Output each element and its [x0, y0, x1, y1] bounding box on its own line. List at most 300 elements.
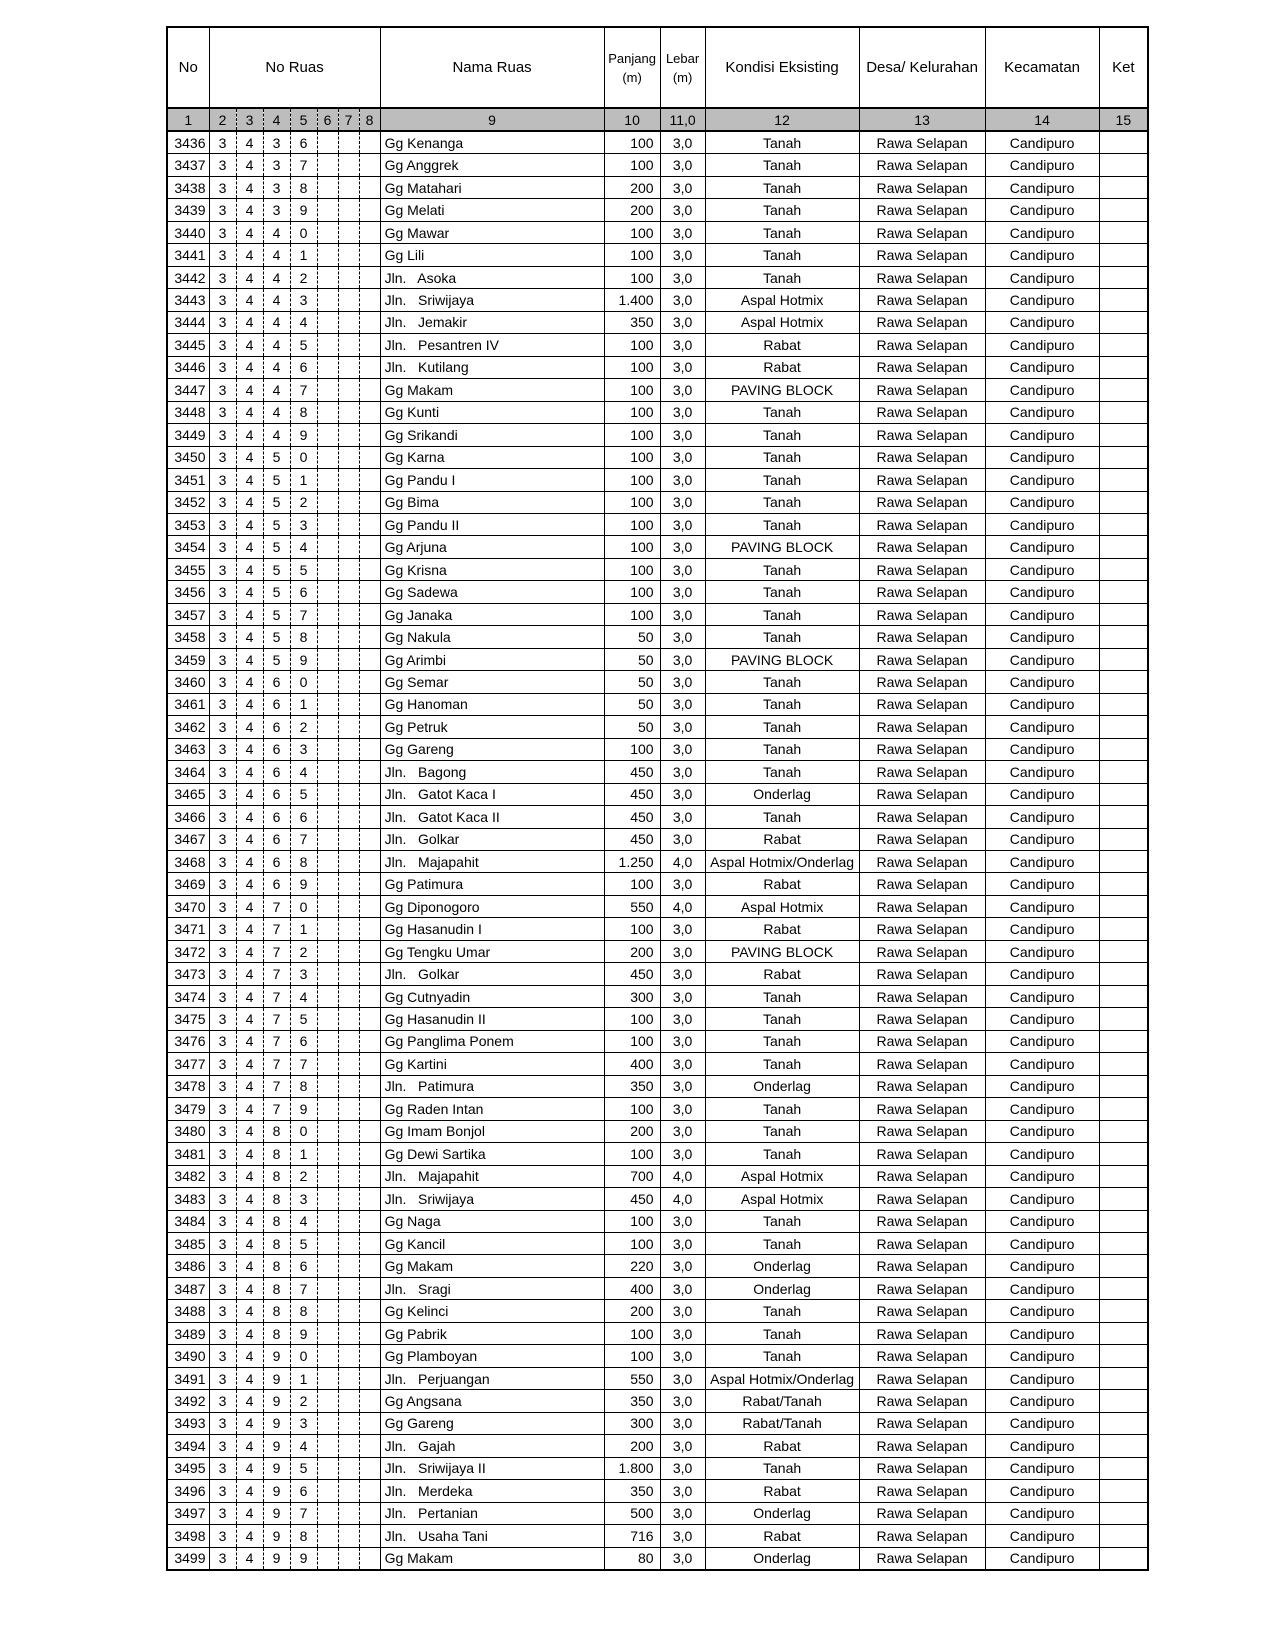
- ruas-digit: 8: [290, 851, 317, 873]
- road-village: Rawa Selapan: [859, 176, 985, 198]
- ruas-digit: 3: [209, 1367, 236, 1389]
- road-length: 50: [604, 626, 660, 648]
- road-village: Rawa Selapan: [859, 1547, 985, 1570]
- road-name: Gg Arjuna: [380, 536, 604, 558]
- header-lebar-unit: (m): [672, 69, 693, 85]
- road-note: [1099, 176, 1148, 198]
- road-length: 100: [604, 918, 660, 940]
- road-length: 100: [604, 603, 660, 625]
- road-village: Rawa Selapan: [859, 716, 985, 738]
- ruas-digit: 3: [209, 289, 236, 311]
- road-length: 80: [604, 1547, 660, 1570]
- ruas-digit: 7: [263, 895, 290, 917]
- road-name: Gg Kelinci: [380, 1300, 604, 1322]
- road-note: [1099, 918, 1148, 940]
- ruas-digit-empty: [317, 1480, 338, 1502]
- ruas-digit: 9: [290, 424, 317, 446]
- road-village: Rawa Selapan: [859, 1008, 985, 1030]
- header-ket: Ket: [1099, 27, 1148, 108]
- road-condition: Tanah: [705, 603, 859, 625]
- road-width: 3,0: [660, 693, 705, 715]
- road-width: 3,0: [660, 1232, 705, 1254]
- ruas-digit: 3: [209, 513, 236, 535]
- road-length: 100: [604, 154, 660, 176]
- road-village: Rawa Selapan: [859, 401, 985, 423]
- ruas-digit: 4: [263, 311, 290, 333]
- road-district: Candipuro: [985, 469, 1099, 491]
- header-kondisi: Kondisi Eksisting: [705, 27, 859, 108]
- ruas-digit: 3: [209, 1457, 236, 1479]
- ruas-digit: 4: [236, 1390, 263, 1412]
- ruas-digit: 3: [209, 918, 236, 940]
- road-width: 3,0: [660, 289, 705, 311]
- ruas-digit: 3: [209, 963, 236, 985]
- ruas-digit: 4: [236, 469, 263, 491]
- road-name: Gg Hanoman: [380, 693, 604, 715]
- road-note: [1099, 1008, 1148, 1030]
- road-village: Rawa Selapan: [859, 1255, 985, 1277]
- road-length: 100: [604, 1210, 660, 1232]
- road-name: Jln. Perjuangan: [380, 1367, 604, 1389]
- ruas-digit: 9: [263, 1435, 290, 1457]
- ruas-digit: 5: [290, 1457, 317, 1479]
- road-village: Rawa Selapan: [859, 1412, 985, 1434]
- road-district: Candipuro: [985, 1412, 1099, 1434]
- ruas-digit: 5: [263, 558, 290, 580]
- road-length: 1.400: [604, 289, 660, 311]
- ruas-digit-empty: [317, 1210, 338, 1232]
- ruas-digit-empty: [317, 199, 338, 221]
- table-row: [167, 1008, 1148, 1030]
- ruas-digit: 4: [236, 1345, 263, 1367]
- road-district: Candipuro: [985, 131, 1099, 154]
- row-number: 3486: [167, 1255, 209, 1277]
- ruas-digit: 7: [263, 940, 290, 962]
- road-condition: Tanah: [705, 985, 859, 1007]
- road-name: Jln. Pesantren IV: [380, 334, 604, 356]
- ruas-digit-empty: [359, 176, 380, 198]
- road-village: Rawa Selapan: [859, 963, 985, 985]
- road-village: Rawa Selapan: [859, 828, 985, 850]
- ruas-digit-empty: [338, 761, 359, 783]
- ruas-digit-empty: [338, 491, 359, 513]
- road-condition: Tanah: [705, 1008, 859, 1030]
- road-condition: Aspal Hotmix/Onderlag: [705, 1367, 859, 1389]
- ruas-digit-empty: [359, 828, 380, 850]
- table-row: [167, 1345, 1148, 1367]
- road-name: Jln. Sriwijaya: [380, 289, 604, 311]
- ruas-digit-empty: [359, 244, 380, 266]
- road-width: 3,0: [660, 873, 705, 895]
- road-width: 4,0: [660, 851, 705, 873]
- road-condition: Aspal Hotmix: [705, 1188, 859, 1210]
- ruas-digit-empty: [317, 558, 338, 580]
- ruas-digit: 3: [209, 311, 236, 333]
- table-row: [167, 1322, 1148, 1344]
- ruas-digit: 5: [290, 783, 317, 805]
- road-district: Candipuro: [985, 1277, 1099, 1299]
- row-number: 3485: [167, 1232, 209, 1254]
- road-condition: Tanah: [705, 199, 859, 221]
- road-width: 3,0: [660, 446, 705, 468]
- road-name: Gg Patimura: [380, 873, 604, 895]
- road-district: Candipuro: [985, 873, 1099, 895]
- road-width: 3,0: [660, 1480, 705, 1502]
- row-number: 3455: [167, 558, 209, 580]
- road-length: 100: [604, 873, 660, 895]
- road-condition: Tanah: [705, 581, 859, 603]
- road-note: [1099, 131, 1148, 154]
- ruas-digit-empty: [338, 1143, 359, 1165]
- ruas-digit-empty: [338, 985, 359, 1007]
- road-note: [1099, 311, 1148, 333]
- road-length: 400: [604, 1053, 660, 1075]
- table-row: [167, 851, 1148, 873]
- road-width: 3,0: [660, 266, 705, 288]
- ruas-digit: 3: [209, 1322, 236, 1344]
- ruas-digit: 4: [236, 895, 263, 917]
- road-condition: Tanah: [705, 131, 859, 154]
- road-condition: Tanah: [705, 221, 859, 243]
- road-length: 100: [604, 491, 660, 513]
- road-condition: Tanah: [705, 558, 859, 580]
- road-note: [1099, 1165, 1148, 1187]
- table-row: [167, 1502, 1148, 1524]
- ruas-digit: 4: [236, 738, 263, 760]
- row-number: 3446: [167, 356, 209, 378]
- ruas-digit: 4: [236, 1188, 263, 1210]
- road-condition: PAVING BLOCK: [705, 648, 859, 670]
- ruas-digit-empty: [338, 851, 359, 873]
- ruas-digit-empty: [338, 716, 359, 738]
- ruas-digit: 4: [236, 446, 263, 468]
- ruas-digit: 3: [209, 940, 236, 962]
- road-condition: Tanah: [705, 491, 859, 513]
- row-number: 3443: [167, 289, 209, 311]
- road-district: Candipuro: [985, 895, 1099, 917]
- row-number: 3454: [167, 536, 209, 558]
- road-village: Rawa Selapan: [859, 1502, 985, 1524]
- road-district: Candipuro: [985, 401, 1099, 423]
- ruas-digit-empty: [359, 1300, 380, 1322]
- road-width: 3,0: [660, 491, 705, 513]
- ruas-digit-empty: [317, 244, 338, 266]
- ruas-digit: 4: [236, 1143, 263, 1165]
- road-village: Rawa Selapan: [859, 1435, 985, 1457]
- ruas-digit-empty: [338, 693, 359, 715]
- road-condition: Rabat: [705, 1435, 859, 1457]
- road-width: 4,0: [660, 895, 705, 917]
- ruas-digit: 3: [290, 963, 317, 985]
- road-note: [1099, 1075, 1148, 1097]
- road-district: Candipuro: [985, 1165, 1099, 1187]
- ruas-digit: 1: [290, 918, 317, 940]
- ruas-digit-empty: [359, 1435, 380, 1457]
- ruas-digit: 4: [236, 1098, 263, 1120]
- ruas-digit-empty: [359, 401, 380, 423]
- road-condition: Tanah: [705, 671, 859, 693]
- ruas-digit-empty: [359, 1480, 380, 1502]
- road-condition: Tanah: [705, 716, 859, 738]
- row-number: 3478: [167, 1075, 209, 1097]
- road-village: Rawa Selapan: [859, 648, 985, 670]
- road-length: 200: [604, 176, 660, 198]
- road-length: 450: [604, 761, 660, 783]
- road-village: Rawa Selapan: [859, 311, 985, 333]
- road-note: [1099, 873, 1148, 895]
- ruas-digit: 6: [290, 1030, 317, 1052]
- road-width: 3,0: [660, 1120, 705, 1142]
- road-length: 350: [604, 1480, 660, 1502]
- ruas-digit: 4: [290, 1210, 317, 1232]
- ruas-digit: 4: [290, 536, 317, 558]
- ruas-digit-empty: [317, 154, 338, 176]
- road-village: Rawa Selapan: [859, 940, 985, 962]
- col-number: 1: [167, 108, 209, 131]
- ruas-digit-empty: [317, 1547, 338, 1570]
- table-row: [167, 558, 1148, 580]
- ruas-digit: 3: [209, 873, 236, 895]
- ruas-digit: 3: [209, 469, 236, 491]
- table-row: [167, 1412, 1148, 1434]
- road-village: Rawa Selapan: [859, 1300, 985, 1322]
- row-number: 3488: [167, 1300, 209, 1322]
- road-length: 100: [604, 536, 660, 558]
- ruas-digit: 3: [290, 513, 317, 535]
- row-number: 3451: [167, 469, 209, 491]
- ruas-digit: 3: [209, 1210, 236, 1232]
- road-village: Rawa Selapan: [859, 131, 985, 154]
- ruas-digit-empty: [359, 693, 380, 715]
- ruas-digit-empty: [359, 1502, 380, 1524]
- ruas-digit: 4: [236, 603, 263, 625]
- ruas-digit: 2: [290, 940, 317, 962]
- table-row: [167, 806, 1148, 828]
- ruas-digit: 3: [209, 626, 236, 648]
- table-row: [167, 1525, 1148, 1547]
- road-note: [1099, 603, 1148, 625]
- road-district: Candipuro: [985, 828, 1099, 850]
- ruas-digit: 4: [236, 1255, 263, 1277]
- ruas-digit-empty: [317, 131, 338, 154]
- road-length: 100: [604, 446, 660, 468]
- ruas-digit-empty: [338, 738, 359, 760]
- table-row: [167, 693, 1148, 715]
- table-row: [167, 783, 1148, 805]
- road-village: Rawa Selapan: [859, 469, 985, 491]
- row-number: 3456: [167, 581, 209, 603]
- road-note: [1099, 851, 1148, 873]
- row-number: 3445: [167, 334, 209, 356]
- ruas-digit: 3: [209, 356, 236, 378]
- ruas-digit: 7: [290, 1277, 317, 1299]
- ruas-digit: 5: [263, 469, 290, 491]
- road-district: Candipuro: [985, 1075, 1099, 1097]
- road-width: 3,0: [660, 424, 705, 446]
- ruas-digit: 7: [290, 603, 317, 625]
- road-village: Rawa Selapan: [859, 536, 985, 558]
- ruas-digit-empty: [338, 244, 359, 266]
- ruas-digit: 4: [236, 693, 263, 715]
- ruas-digit: 8: [263, 1120, 290, 1142]
- ruas-digit: 3: [209, 603, 236, 625]
- road-district: Candipuro: [985, 626, 1099, 648]
- ruas-digit: 4: [236, 873, 263, 895]
- road-name: Gg Makam: [380, 379, 604, 401]
- ruas-digit: 9: [263, 1390, 290, 1412]
- ruas-digit-empty: [359, 873, 380, 895]
- header-panjang: [604, 27, 660, 108]
- road-condition: Tanah: [705, 806, 859, 828]
- road-condition: Tanah: [705, 1300, 859, 1322]
- road-note: [1099, 1053, 1148, 1075]
- road-note: [1099, 895, 1148, 917]
- road-name: Gg Raden Intan: [380, 1098, 604, 1120]
- ruas-digit: 4: [236, 716, 263, 738]
- ruas-digit: 8: [290, 1075, 317, 1097]
- ruas-digit: 4: [236, 558, 263, 580]
- road-name: Gg Semar: [380, 671, 604, 693]
- road-district: Candipuro: [985, 558, 1099, 580]
- road-length: 500: [604, 1502, 660, 1524]
- ruas-digit: 4: [263, 424, 290, 446]
- road-district: Candipuro: [985, 671, 1099, 693]
- road-district: Candipuro: [985, 1480, 1099, 1502]
- road-note: [1099, 289, 1148, 311]
- ruas-digit: 3: [209, 761, 236, 783]
- road-width: 3,0: [660, 199, 705, 221]
- ruas-digit: 7: [263, 1008, 290, 1030]
- ruas-digit-empty: [359, 985, 380, 1007]
- ruas-digit: 3: [209, 716, 236, 738]
- road-condition: Rabat: [705, 1525, 859, 1547]
- road-village: Rawa Selapan: [859, 1367, 985, 1389]
- ruas-digit: 4: [236, 1367, 263, 1389]
- ruas-digit-empty: [317, 716, 338, 738]
- ruas-digit: 4: [236, 1412, 263, 1434]
- ruas-digit: 3: [263, 176, 290, 198]
- ruas-digit-empty: [338, 873, 359, 895]
- road-district: Candipuro: [985, 738, 1099, 760]
- ruas-digit: 4: [236, 1030, 263, 1052]
- road-note: [1099, 356, 1148, 378]
- ruas-digit-empty: [317, 536, 338, 558]
- road-condition: Tanah: [705, 1143, 859, 1165]
- road-district: Candipuro: [985, 513, 1099, 535]
- road-name: Gg Bima: [380, 491, 604, 513]
- ruas-digit: 3: [209, 1232, 236, 1254]
- road-village: Rawa Selapan: [859, 1457, 985, 1479]
- table-row: [167, 424, 1148, 446]
- ruas-digit-empty: [317, 1457, 338, 1479]
- ruas-digit: 4: [236, 648, 263, 670]
- road-length: 100: [604, 266, 660, 288]
- ruas-digit-empty: [338, 513, 359, 535]
- ruas-digit: 9: [290, 873, 317, 895]
- road-village: Rawa Selapan: [859, 1188, 985, 1210]
- ruas-digit-empty: [338, 940, 359, 962]
- table-row: [167, 716, 1148, 738]
- ruas-digit: 4: [263, 266, 290, 288]
- ruas-digit: 8: [263, 1232, 290, 1254]
- ruas-digit-empty: [338, 648, 359, 670]
- row-number: 3466: [167, 806, 209, 828]
- road-village: Rawa Selapan: [859, 1525, 985, 1547]
- ruas-digit-empty: [317, 469, 338, 491]
- road-note: [1099, 581, 1148, 603]
- road-district: Candipuro: [985, 1210, 1099, 1232]
- road-village: Rawa Selapan: [859, 1143, 985, 1165]
- header-nama-ruas: Nama Ruas: [380, 27, 604, 108]
- ruas-digit: 9: [263, 1457, 290, 1479]
- road-width: 3,0: [660, 176, 705, 198]
- road-name: Jln. Asoka: [380, 266, 604, 288]
- road-condition: Aspal Hotmix: [705, 895, 859, 917]
- header-lebar: [660, 27, 705, 108]
- road-width: 3,0: [660, 469, 705, 491]
- ruas-digit-empty: [317, 1143, 338, 1165]
- road-length: 100: [604, 244, 660, 266]
- ruas-digit-empty: [359, 1098, 380, 1120]
- ruas-digit-empty: [338, 266, 359, 288]
- ruas-digit-empty: [317, 379, 338, 401]
- ruas-digit-empty: [359, 1143, 380, 1165]
- ruas-digit: 9: [263, 1480, 290, 1502]
- row-number: 3481: [167, 1143, 209, 1165]
- table-row: [167, 491, 1148, 513]
- road-district: Candipuro: [985, 1008, 1099, 1030]
- road-note: [1099, 1457, 1148, 1479]
- road-village: Rawa Selapan: [859, 379, 985, 401]
- road-name: Jln. Sriwijaya: [380, 1188, 604, 1210]
- ruas-digit-empty: [359, 1457, 380, 1479]
- ruas-digit-empty: [338, 1053, 359, 1075]
- ruas-digit-empty: [359, 266, 380, 288]
- ruas-digit-empty: [317, 738, 338, 760]
- road-note: [1099, 1480, 1148, 1502]
- ruas-digit-empty: [359, 1525, 380, 1547]
- ruas-digit-empty: [317, 940, 338, 962]
- ruas-digit-empty: [359, 558, 380, 580]
- table-row: [167, 626, 1148, 648]
- ruas-digit: 7: [290, 379, 317, 401]
- road-width: 3,0: [660, 761, 705, 783]
- road-length: 700: [604, 1165, 660, 1187]
- ruas-digit-empty: [359, 783, 380, 805]
- ruas-digit: 0: [290, 446, 317, 468]
- ruas-digit: 6: [263, 761, 290, 783]
- row-number: 3491: [167, 1367, 209, 1389]
- road-district: Candipuro: [985, 1120, 1099, 1142]
- road-length: 100: [604, 513, 660, 535]
- table-row: [167, 1210, 1148, 1232]
- road-village: Rawa Selapan: [859, 356, 985, 378]
- road-length: 550: [604, 895, 660, 917]
- ruas-digit: 0: [290, 671, 317, 693]
- road-village: Rawa Selapan: [859, 918, 985, 940]
- ruas-digit-empty: [338, 603, 359, 625]
- road-width: 3,0: [660, 1457, 705, 1479]
- ruas-digit: 4: [236, 1547, 263, 1570]
- road-note: [1099, 783, 1148, 805]
- road-village: Rawa Selapan: [859, 491, 985, 513]
- road-length: 300: [604, 1412, 660, 1434]
- road-note: [1099, 828, 1148, 850]
- table-row: [167, 469, 1148, 491]
- ruas-digit: 4: [236, 1053, 263, 1075]
- col-number: 2: [209, 108, 236, 131]
- road-note: [1099, 401, 1148, 423]
